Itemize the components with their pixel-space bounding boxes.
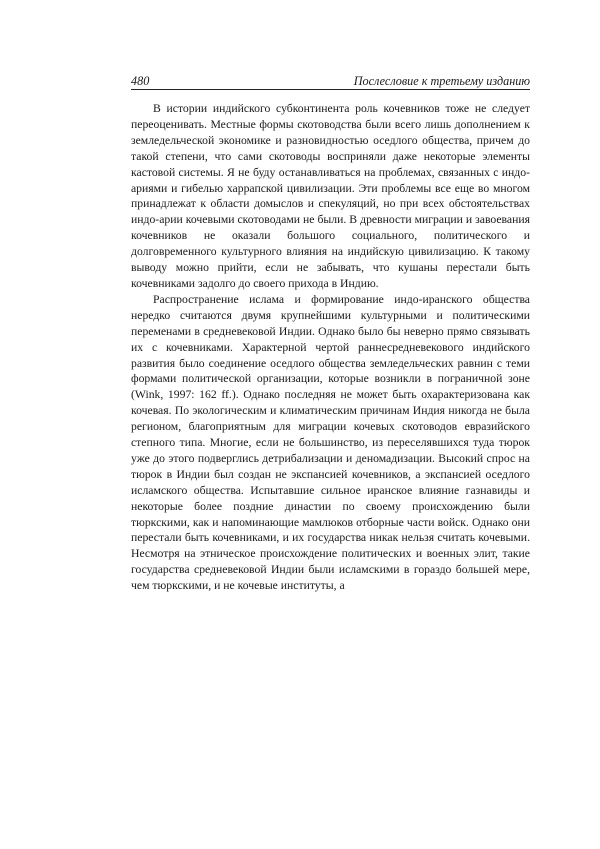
paragraph: В истории индийского субконтинента роль кочевников тоже не следует переоценивать. Местные формы скотоводства были всего лишь дополнением к земледельческой экономике и разновидностью оседлого общества, причем до такой степени, что сами скотоводы восприняли даже некоторые элементы кастовой системы. Я не буду останавливаться на проблемах, связанных с индо-ариями и гибелью харрапской цивилизации. Эти проблемы все еще во многом принадлежат к области домыслов и спекуляций, но при всех обстоятельствах индо-арии кочевыми скотоводами не были. В древности миграции и завоевания кочевников не оказали большого социального, политического и долговременного культурного влияния на индийскую цивилизацию. К такому выводу можно прийти, если не забывать, что кушаны перестали быть кочевниками задолго до своего прихода в Индию. [131,102,530,290]
page-number: 480 [131,74,150,88]
header-rule [131,89,530,90]
body-text [131,101,530,594]
running-title: Послесловие к третьему изданию [353,74,530,88]
paragraph: Распространение ислама и формирование индо-иранского общества нередко считаются двумя крупнейшими культурными и политическими переменами в средневековой Индии. Однако было бы неверно прямо связывать их с кочевниками. Характерной чертой раннесредневекового индийского развития было соединение оседлого общества земледельческих равнин с теми формами политической организации, которые возникли в пограничной зоне (Wink, 1997: 162 ff.). Однако последняя не может быть охарактеризована как кочевая. По экологическим и климатическим причинам Индия никогда не была регионом, благоприятным для миграции кочевых скотоводов евразийского степного типа. Многие, если не большинство, из переселявшихся туда тюрок уже до этого подверглись детрибализации и деномадизации. Высокий спрос на тюрок в Индии был создан не экспансией кочевников, а экспансией оседлого исламского общества. Испытавшие сильное иранское влияние газнавиды и некоторые более поздние династии по своему происхождению были тюркскими, как и напоминающие мамлюков отборные части войск. Однако они перестали быть кочевниками, и их государства никак нельзя считать кочевыми. Несмотря на этническое происхождение политических и военных элит, такие государства средневековой Индии были исламскими в гораздо большей мере, чем тюркскими, и не кочевые институты, а [131,292,530,593]
page-header [131,72,530,90]
